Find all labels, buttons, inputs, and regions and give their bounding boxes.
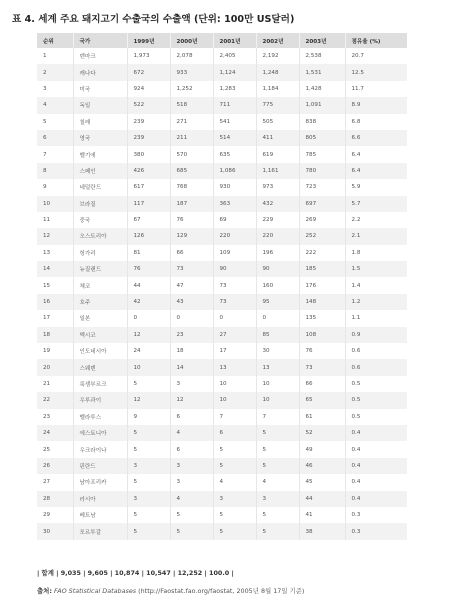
cell-1999: 12	[127, 327, 170, 343]
table-header-row	[37, 33, 407, 48]
cell-country: 우루과이	[73, 392, 127, 408]
cell-2002: 1,184	[256, 81, 299, 97]
table-row	[37, 491, 407, 507]
cell-2001: 5	[213, 523, 256, 539]
cell-2003: 49	[299, 441, 345, 457]
table-row	[37, 245, 407, 261]
cell-2003: 108	[299, 327, 345, 343]
table-row	[37, 458, 407, 474]
cell-2003: 222	[299, 245, 345, 261]
cell-1999: 67	[127, 212, 170, 228]
cell-share: 0.3	[345, 507, 407, 523]
table-row	[37, 359, 407, 375]
cell-rank: 16	[37, 294, 73, 310]
cell-2002: 5	[256, 425, 299, 441]
cell-2001: 3	[213, 491, 256, 507]
cell-2002: 973	[256, 179, 299, 195]
cell-2002: 85	[256, 327, 299, 343]
cell-rank: 25	[37, 441, 73, 457]
cell-2002: 411	[256, 130, 299, 146]
cell-country: 헝가리	[73, 245, 127, 261]
cell-2002: 160	[256, 277, 299, 293]
cell-2001: 711	[213, 97, 256, 113]
cell-2003: 65	[299, 392, 345, 408]
header-2001: 2001년	[213, 33, 256, 48]
cell-share: 0.3	[345, 523, 407, 539]
cell-2000: 3	[170, 376, 213, 392]
cell-2000: 3	[170, 474, 213, 490]
cell-1999: 117	[127, 196, 170, 212]
cell-2001: 5	[213, 507, 256, 523]
cell-1999: 3	[127, 458, 170, 474]
cell-2000: 66	[170, 245, 213, 261]
cell-2000: 76	[170, 212, 213, 228]
cell-1999: 24	[127, 343, 170, 359]
cell-2002: 775	[256, 97, 299, 113]
cell-share: 12.5	[345, 64, 407, 80]
cell-country: 영국	[73, 130, 127, 146]
cell-2000: 685	[170, 163, 213, 179]
cell-2002: 7	[256, 409, 299, 425]
table-row	[37, 409, 407, 425]
export-table	[37, 33, 407, 540]
table-body	[37, 48, 407, 540]
cell-2003: 1,531	[299, 64, 345, 80]
cell-1999: 5	[127, 425, 170, 441]
table-row	[37, 376, 407, 392]
table-row	[37, 228, 407, 244]
cell-1999: 42	[127, 294, 170, 310]
cell-rank: 30	[37, 523, 73, 539]
cell-2001: 27	[213, 327, 256, 343]
cell-1999: 239	[127, 114, 170, 130]
cell-2001: 363	[213, 196, 256, 212]
cell-2002: 3	[256, 491, 299, 507]
cell-country: 체코	[73, 277, 127, 293]
cell-share: 0.4	[345, 458, 407, 474]
cell-2003: 61	[299, 409, 345, 425]
cell-2000: 4	[170, 491, 213, 507]
cell-2002: 5	[256, 507, 299, 523]
cell-country: 덴마크	[73, 48, 127, 64]
table-row	[37, 425, 407, 441]
cell-2003: 185	[299, 261, 345, 277]
cell-rank: 6	[37, 130, 73, 146]
cell-country: 인도네시아	[73, 343, 127, 359]
cell-rank: 26	[37, 458, 73, 474]
table-row	[37, 64, 407, 80]
cell-2000: 211	[170, 130, 213, 146]
cell-2001: 10	[213, 392, 256, 408]
cell-2000: 2,078	[170, 48, 213, 64]
cell-2001: 73	[213, 277, 256, 293]
cell-share: 2.2	[345, 212, 407, 228]
cell-share: 0.4	[345, 474, 407, 490]
cell-2001: 541	[213, 114, 256, 130]
cell-2000: 129	[170, 228, 213, 244]
cell-2001: 90	[213, 261, 256, 277]
header-2002: 2002년	[256, 33, 299, 48]
cell-2002: 196	[256, 245, 299, 261]
cell-share: 8.9	[345, 97, 407, 113]
table-row	[37, 81, 407, 97]
cell-2001: 73	[213, 294, 256, 310]
cell-2003: 38	[299, 523, 345, 539]
cell-2002: 95	[256, 294, 299, 310]
cell-2001: 2,405	[213, 48, 256, 64]
cell-share: 0.5	[345, 409, 407, 425]
cell-share: 1.4	[345, 277, 407, 293]
cell-rank: 12	[37, 228, 73, 244]
table-row	[37, 474, 407, 490]
cell-2002: 505	[256, 114, 299, 130]
table-row	[37, 130, 407, 146]
cell-rank: 21	[37, 376, 73, 392]
cell-2001: 930	[213, 179, 256, 195]
cell-2001: 1,086	[213, 163, 256, 179]
cell-2000: 14	[170, 359, 213, 375]
cell-2001: 13	[213, 359, 256, 375]
cell-2002: 5	[256, 523, 299, 539]
cell-share: 6.6	[345, 130, 407, 146]
table-row	[37, 48, 407, 64]
cell-country: 베트남	[73, 507, 127, 523]
cell-2003: 269	[299, 212, 345, 228]
cell-2000: 187	[170, 196, 213, 212]
table-row	[37, 327, 407, 343]
cell-2003: 723	[299, 179, 345, 195]
cell-2001: 220	[213, 228, 256, 244]
cell-rank: 27	[37, 474, 73, 490]
cell-country: 벨라루스	[73, 409, 127, 425]
cell-2001: 17	[213, 343, 256, 359]
cell-country: 호주	[73, 294, 127, 310]
table-row	[37, 163, 407, 179]
cell-country: 핀란드	[73, 458, 127, 474]
cell-share: 1.5	[345, 261, 407, 277]
cell-country: 미국	[73, 81, 127, 97]
cell-country: 에스토니아	[73, 425, 127, 441]
header-country: 국가	[73, 33, 127, 48]
cell-country: 우크라이나	[73, 441, 127, 457]
cell-2000: 5	[170, 507, 213, 523]
cell-rank: 4	[37, 97, 73, 113]
table-row	[37, 146, 407, 162]
cell-2003: 66	[299, 376, 345, 392]
cell-rank: 7	[37, 146, 73, 162]
cell-1999: 522	[127, 97, 170, 113]
cell-1999: 5	[127, 441, 170, 457]
cell-rank: 19	[37, 343, 73, 359]
cell-2001: 1,124	[213, 64, 256, 80]
cell-1999: 12	[127, 392, 170, 408]
cell-2000: 43	[170, 294, 213, 310]
cell-rank: 9	[37, 179, 73, 195]
cell-2001: 109	[213, 245, 256, 261]
cell-country: 스페인	[73, 163, 127, 179]
cell-1999: 76	[127, 261, 170, 277]
cell-2002: 229	[256, 212, 299, 228]
cell-rank: 29	[37, 507, 73, 523]
table-row	[37, 196, 407, 212]
cell-2003: 2,538	[299, 48, 345, 64]
cell-1999: 1,973	[127, 48, 170, 64]
cell-2002: 5	[256, 458, 299, 474]
cell-2001: 635	[213, 146, 256, 162]
cell-1999: 126	[127, 228, 170, 244]
cell-country: 칠레	[73, 114, 127, 130]
cell-2000: 5	[170, 523, 213, 539]
cell-rank: 14	[37, 261, 73, 277]
cell-country: 네덜란드	[73, 179, 127, 195]
header-2003: 2003년	[299, 33, 345, 48]
table-row	[37, 277, 407, 293]
source-note	[37, 586, 304, 595]
cell-2000: 518	[170, 97, 213, 113]
cell-2003: 780	[299, 163, 345, 179]
cell-1999: 5	[127, 507, 170, 523]
table-row	[37, 392, 407, 408]
cell-share: 0.4	[345, 425, 407, 441]
cell-rank: 2	[37, 64, 73, 80]
cell-1999: 44	[127, 277, 170, 293]
cell-country: 스웨덴	[73, 359, 127, 375]
cell-country: 중국	[73, 212, 127, 228]
cell-1999: 10	[127, 359, 170, 375]
cell-rank: 5	[37, 114, 73, 130]
cell-1999: 5	[127, 523, 170, 539]
table-row	[37, 114, 407, 130]
cell-2002: 10	[256, 392, 299, 408]
cell-2002: 30	[256, 343, 299, 359]
cell-country: 독일	[73, 97, 127, 113]
cell-rank: 8	[37, 163, 73, 179]
cell-2001: 7	[213, 409, 256, 425]
table-row	[37, 179, 407, 195]
cell-2003: 46	[299, 458, 345, 474]
table-row	[37, 97, 407, 113]
table-row	[37, 441, 407, 457]
table-row	[37, 507, 407, 523]
table-row	[37, 343, 407, 359]
cell-rank: 17	[37, 310, 73, 326]
total-row: | 합계 | 9,035 | 9,605 | 10,874 | 10,547 | 12,252 | 100.0 |	[37, 569, 234, 577]
cell-share: 0.4	[345, 441, 407, 457]
cell-2002: 0	[256, 310, 299, 326]
source-database: FAO Statistical Databases	[53, 587, 137, 595]
cell-share: 11.7	[345, 81, 407, 97]
cell-2001: 6	[213, 425, 256, 441]
cell-rank: 20	[37, 359, 73, 375]
cell-share: 0.5	[345, 392, 407, 408]
cell-rank: 23	[37, 409, 73, 425]
cell-2001: 5	[213, 441, 256, 457]
cell-1999: 3	[127, 491, 170, 507]
table-row	[37, 212, 407, 228]
cell-share: 0.5	[345, 376, 407, 392]
cell-2003: 1,091	[299, 97, 345, 113]
cell-2000: 1,252	[170, 81, 213, 97]
cell-share: 2.1	[345, 228, 407, 244]
cell-2003: 805	[299, 130, 345, 146]
cell-share: 0.6	[345, 359, 407, 375]
cell-2003: 45	[299, 474, 345, 490]
cell-2002: 4	[256, 474, 299, 490]
cell-country: 일본	[73, 310, 127, 326]
cell-country: 뉴질랜드	[73, 261, 127, 277]
cell-rank: 10	[37, 196, 73, 212]
cell-2003: 697	[299, 196, 345, 212]
cell-share: 20.7	[345, 48, 407, 64]
cell-2003: 73	[299, 359, 345, 375]
cell-rank: 18	[37, 327, 73, 343]
cell-2003: 176	[299, 277, 345, 293]
cell-1999: 5	[127, 474, 170, 490]
cell-1999: 0	[127, 310, 170, 326]
header-1999: 1999년	[127, 33, 170, 48]
cell-2001: 0	[213, 310, 256, 326]
cell-rank: 11	[37, 212, 73, 228]
cell-2000: 6	[170, 441, 213, 457]
cell-2000: 933	[170, 64, 213, 80]
cell-2003: 252	[299, 228, 345, 244]
source-detail: (http://Faostat.fao.org/faostat, 2005년 8월 17일 기준)	[138, 587, 305, 595]
cell-2000: 271	[170, 114, 213, 130]
cell-2003: 44	[299, 491, 345, 507]
cell-country: 벨기에	[73, 146, 127, 162]
cell-country: 러시아	[73, 491, 127, 507]
cell-2000: 18	[170, 343, 213, 359]
cell-2000: 73	[170, 261, 213, 277]
cell-1999: 81	[127, 245, 170, 261]
cell-2001: 514	[213, 130, 256, 146]
table-row	[37, 310, 407, 326]
cell-country: 포르투갈	[73, 523, 127, 539]
cell-share: 6.4	[345, 163, 407, 179]
cell-rank: 28	[37, 491, 73, 507]
cell-share: 1.2	[345, 294, 407, 310]
cell-2002: 13	[256, 359, 299, 375]
cell-2002: 220	[256, 228, 299, 244]
cell-2003: 1,428	[299, 81, 345, 97]
cell-country: 멕시코	[73, 327, 127, 343]
cell-rank: 24	[37, 425, 73, 441]
cell-share: 6.4	[345, 146, 407, 162]
cell-2000: 0	[170, 310, 213, 326]
cell-1999: 380	[127, 146, 170, 162]
cell-share: 1.8	[345, 245, 407, 261]
cell-2001: 5	[213, 458, 256, 474]
cell-2002: 5	[256, 441, 299, 457]
cell-2003: 135	[299, 310, 345, 326]
cell-2000: 12	[170, 392, 213, 408]
cell-2003: 76	[299, 343, 345, 359]
cell-rank: 15	[37, 277, 73, 293]
cell-1999: 924	[127, 81, 170, 97]
cell-2000: 23	[170, 327, 213, 343]
cell-2002: 10	[256, 376, 299, 392]
cell-2002: 90	[256, 261, 299, 277]
cell-rank: 13	[37, 245, 73, 261]
cell-2003: 52	[299, 425, 345, 441]
header-rank: 순위	[37, 33, 73, 48]
cell-share: 0.4	[345, 491, 407, 507]
cell-1999: 426	[127, 163, 170, 179]
cell-share: 1.1	[345, 310, 407, 326]
cell-2000: 47	[170, 277, 213, 293]
cell-2000: 4	[170, 425, 213, 441]
cell-2002: 432	[256, 196, 299, 212]
cell-2000: 6	[170, 409, 213, 425]
cell-2002: 2,192	[256, 48, 299, 64]
source-label: 출처:	[37, 587, 52, 595]
table-title: 표 4. 세계 주요 돼지고기 수출국의 수출액 (단위: 100만 US달러)	[12, 14, 295, 25]
cell-1999: 617	[127, 179, 170, 195]
table-row	[37, 294, 407, 310]
header-2000: 2000년	[170, 33, 213, 48]
cell-1999: 9	[127, 409, 170, 425]
cell-rank: 1	[37, 48, 73, 64]
cell-2003: 838	[299, 114, 345, 130]
cell-2002: 619	[256, 146, 299, 162]
cell-2001: 10	[213, 376, 256, 392]
cell-2001: 69	[213, 212, 256, 228]
cell-2000: 570	[170, 146, 213, 162]
cell-2000: 768	[170, 179, 213, 195]
cell-country: 브라질	[73, 196, 127, 212]
cell-1999: 672	[127, 64, 170, 80]
cell-rank: 22	[37, 392, 73, 408]
cell-1999: 239	[127, 130, 170, 146]
cell-2002: 1,248	[256, 64, 299, 80]
cell-country: 오스트리아	[73, 228, 127, 244]
cell-2002: 1,161	[256, 163, 299, 179]
header-share: 점유율 (%)	[345, 33, 407, 48]
cell-2003: 41	[299, 507, 345, 523]
cell-2003: 785	[299, 146, 345, 162]
table-row	[37, 261, 407, 277]
cell-share: 5.7	[345, 196, 407, 212]
cell-2003: 148	[299, 294, 345, 310]
cell-country: 남아프리카	[73, 474, 127, 490]
cell-share: 5.9	[345, 179, 407, 195]
cell-country: 캐나다	[73, 64, 127, 80]
cell-2000: 3	[170, 458, 213, 474]
cell-2001: 1,283	[213, 81, 256, 97]
cell-country: 룩셈부르크	[73, 376, 127, 392]
cell-2001: 4	[213, 474, 256, 490]
cell-share: 6.8	[345, 114, 407, 130]
cell-share: 0.6	[345, 343, 407, 359]
cell-share: 0.9	[345, 327, 407, 343]
table-row	[37, 523, 407, 539]
cell-rank: 3	[37, 81, 73, 97]
cell-1999: 5	[127, 376, 170, 392]
